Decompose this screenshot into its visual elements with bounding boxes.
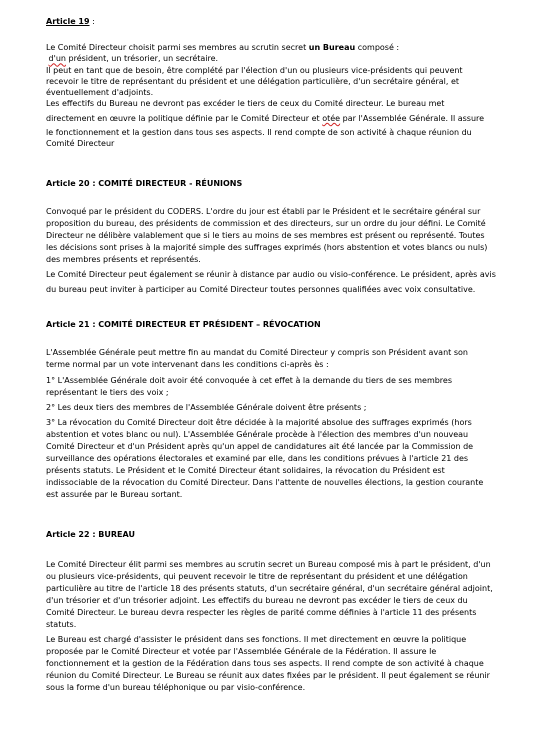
article-22-line: Le Comité Directeur élit parmi ses membres au scrutin secret un Bureau composé mis à part le président, d'un: [46, 560, 491, 569]
article-21-line: Comité Directeur et d'un Président après qu'un appel de candidatures ait été lancée par la Commission de: [46, 442, 474, 451]
article-19-heading: Article 19 :: [46, 17, 95, 26]
article-22-line: réunion du Comité Directeur. Le Bureau se réunit aux dates fixées par le président. Il peut également se réunir: [46, 671, 490, 680]
article-19-line: d'un président, un trésorier, un secrétaire.: [48, 54, 219, 64]
article-22-line: Le Bureau est chargé d'assister le président dans ses fonctions. Il met directement en œuvre la politique: [46, 635, 467, 644]
article-20-line: Le Comité Directeur peut également se réunir à distance par audio ou visio-conférence. Le président, après avis: [46, 270, 496, 279]
article-19-line: recevoir le titre de représentant du président et une délégation particulière, d'un secrétaire général, et: [46, 76, 460, 86]
article-19-line: Le Comité Directeur choisit parmi ses membres au scrutin secret un Bureau composé :: [46, 43, 400, 52]
article-22-line: ou plusieurs vice-présidents, qui peuvent recevoir le titre de représentant du président et une délégation: [46, 572, 468, 581]
article-22-line: statuts.: [46, 620, 77, 629]
article-22-line: d'un trésorier et d'un trésorier adjoint. Les effectifs du bureau ne devront pas excéder le tiers de ceux du: [46, 596, 468, 605]
article-21-line: représentant le tiers des voix ;: [46, 388, 169, 397]
article-21-line: 2° Les deux tiers des membres de l'Assemblée Générale doivent être présents ;: [46, 403, 367, 412]
article-20-line: du bureau peut inviter à participer au Comité Directeur toutes personnes qualifiées avec voix consultative.: [46, 285, 476, 294]
article-19-line: le fonctionnement et la gestion dans tous ses aspects. Il rend compte de son activité à chaque réunion du: [46, 128, 472, 138]
article-22-line: Comité Directeur. Le bureau devra respecter les règles de parité comme définies à l'article 11 des présents: [46, 608, 477, 617]
article-21-line: abstention et votes blanc ou nul). L'Assemblée Générale procède à l'élection des membres d'un nouveau: [46, 430, 469, 439]
article-19-line: directement en œuvre la politique définie par le Comité Directeur et otée par l'Assemblée Générale. Il assure: [46, 113, 485, 123]
article-21-line: présents statuts. Le Président et le Comité Directeur étant solidaires, la révocation du Président est: [46, 466, 445, 475]
article-21-line: est assurée par le Bureau sortant.: [46, 490, 183, 499]
article-22-line: particulière au titre de l'article 18 des présents statuts, d'un secrétaire général, d'un secrétaire général adjoint,: [46, 584, 493, 593]
article-22-body: [46, 559, 516, 694]
article-21-line: indissociable de la révocation du Comité Directeur. Dans l'attente de nouvelles élections, la gestion courante: [46, 478, 484, 487]
article-21: [46, 319, 516, 331]
article-21-line: 1° L'Assemblée Générale doit avoir été convoquée à cet effet à la demande du tiers de ses membres: [46, 376, 453, 385]
article-20-line: Directeur ne délibère valablement que si le tiers au moins de ses membres est présent ou représenté. Toutes: [46, 231, 485, 240]
article-20-line: Convoqué par le président du CODERS. L'ordre du jour est établi par le Président et le secrétaire général sur: [46, 207, 481, 216]
article-22-line: sous la forme d'un bureau téléphonique ou par visio-conférence.: [46, 683, 306, 692]
article-20-body: [46, 206, 516, 296]
article-19-line: Les effectifs du Bureau ne devront pas excéder le tiers de ceux du Comité directeur. Le bureau met: [46, 99, 445, 109]
article-20-line: proposition du bureau, des présidents de commission et des directeurs, sur un ordre du jour défini. Le Comité: [46, 219, 486, 228]
article-21-line: 3° La révocation du Comité Directeur doit être décidée à la majorité absolue des suffrages exprimés (hors: [46, 418, 472, 427]
article-21-line: surveillance des opérations électorales et examiné par elle, dans les conditions prévues à l'article 21 des: [46, 454, 469, 463]
article-20-line: les décisions sont prises à la majorité simple des suffrages exprimés (hors abstention et votes blancs ou nuls): [46, 243, 488, 252]
article-21-heading: Article 21 : COMITÉ DIRECTEUR ET PRÉSIDENT – RÉVOCATION: [46, 320, 321, 329]
article-19-body: [46, 42, 516, 150]
article-21-line: terme normal par un vote intervenant dans les conditions ci-après ès :: [46, 360, 329, 369]
article-22: [46, 529, 516, 541]
article-22-line: proposée par le Comité Directeur et votée par l'Assemblée Générale de la Fédération. Il assure le: [46, 647, 437, 656]
article-19-line: Il peut en tant que de besoin, être complété par l'élection d'un ou plusieurs vice-présidents qui peuvent: [46, 65, 463, 75]
article-22-heading: Article 22 : BUREAU: [46, 530, 135, 539]
article-21-line: L'Assemblée Générale peut mettre fin au mandat du Comité Directeur y compris son Président avant son: [46, 348, 468, 357]
article-20-line: des membres présents et représentés.: [46, 255, 201, 264]
article-19-line: éventuellement d'adjoints.: [46, 88, 154, 98]
article-21-body: [46, 347, 516, 501]
article-22-line: fonctionnement et la gestion de la Fédération dans tous ses aspects. Il rend compte de son activité à chaque: [46, 659, 484, 668]
article-20: [46, 178, 516, 190]
article-19: [46, 16, 516, 28]
article-20-heading: Article 20 : COMITÉ DIRECTEUR - RÉUNIONS: [46, 179, 243, 188]
article-19-line: Comité Directeur: [46, 139, 115, 149]
